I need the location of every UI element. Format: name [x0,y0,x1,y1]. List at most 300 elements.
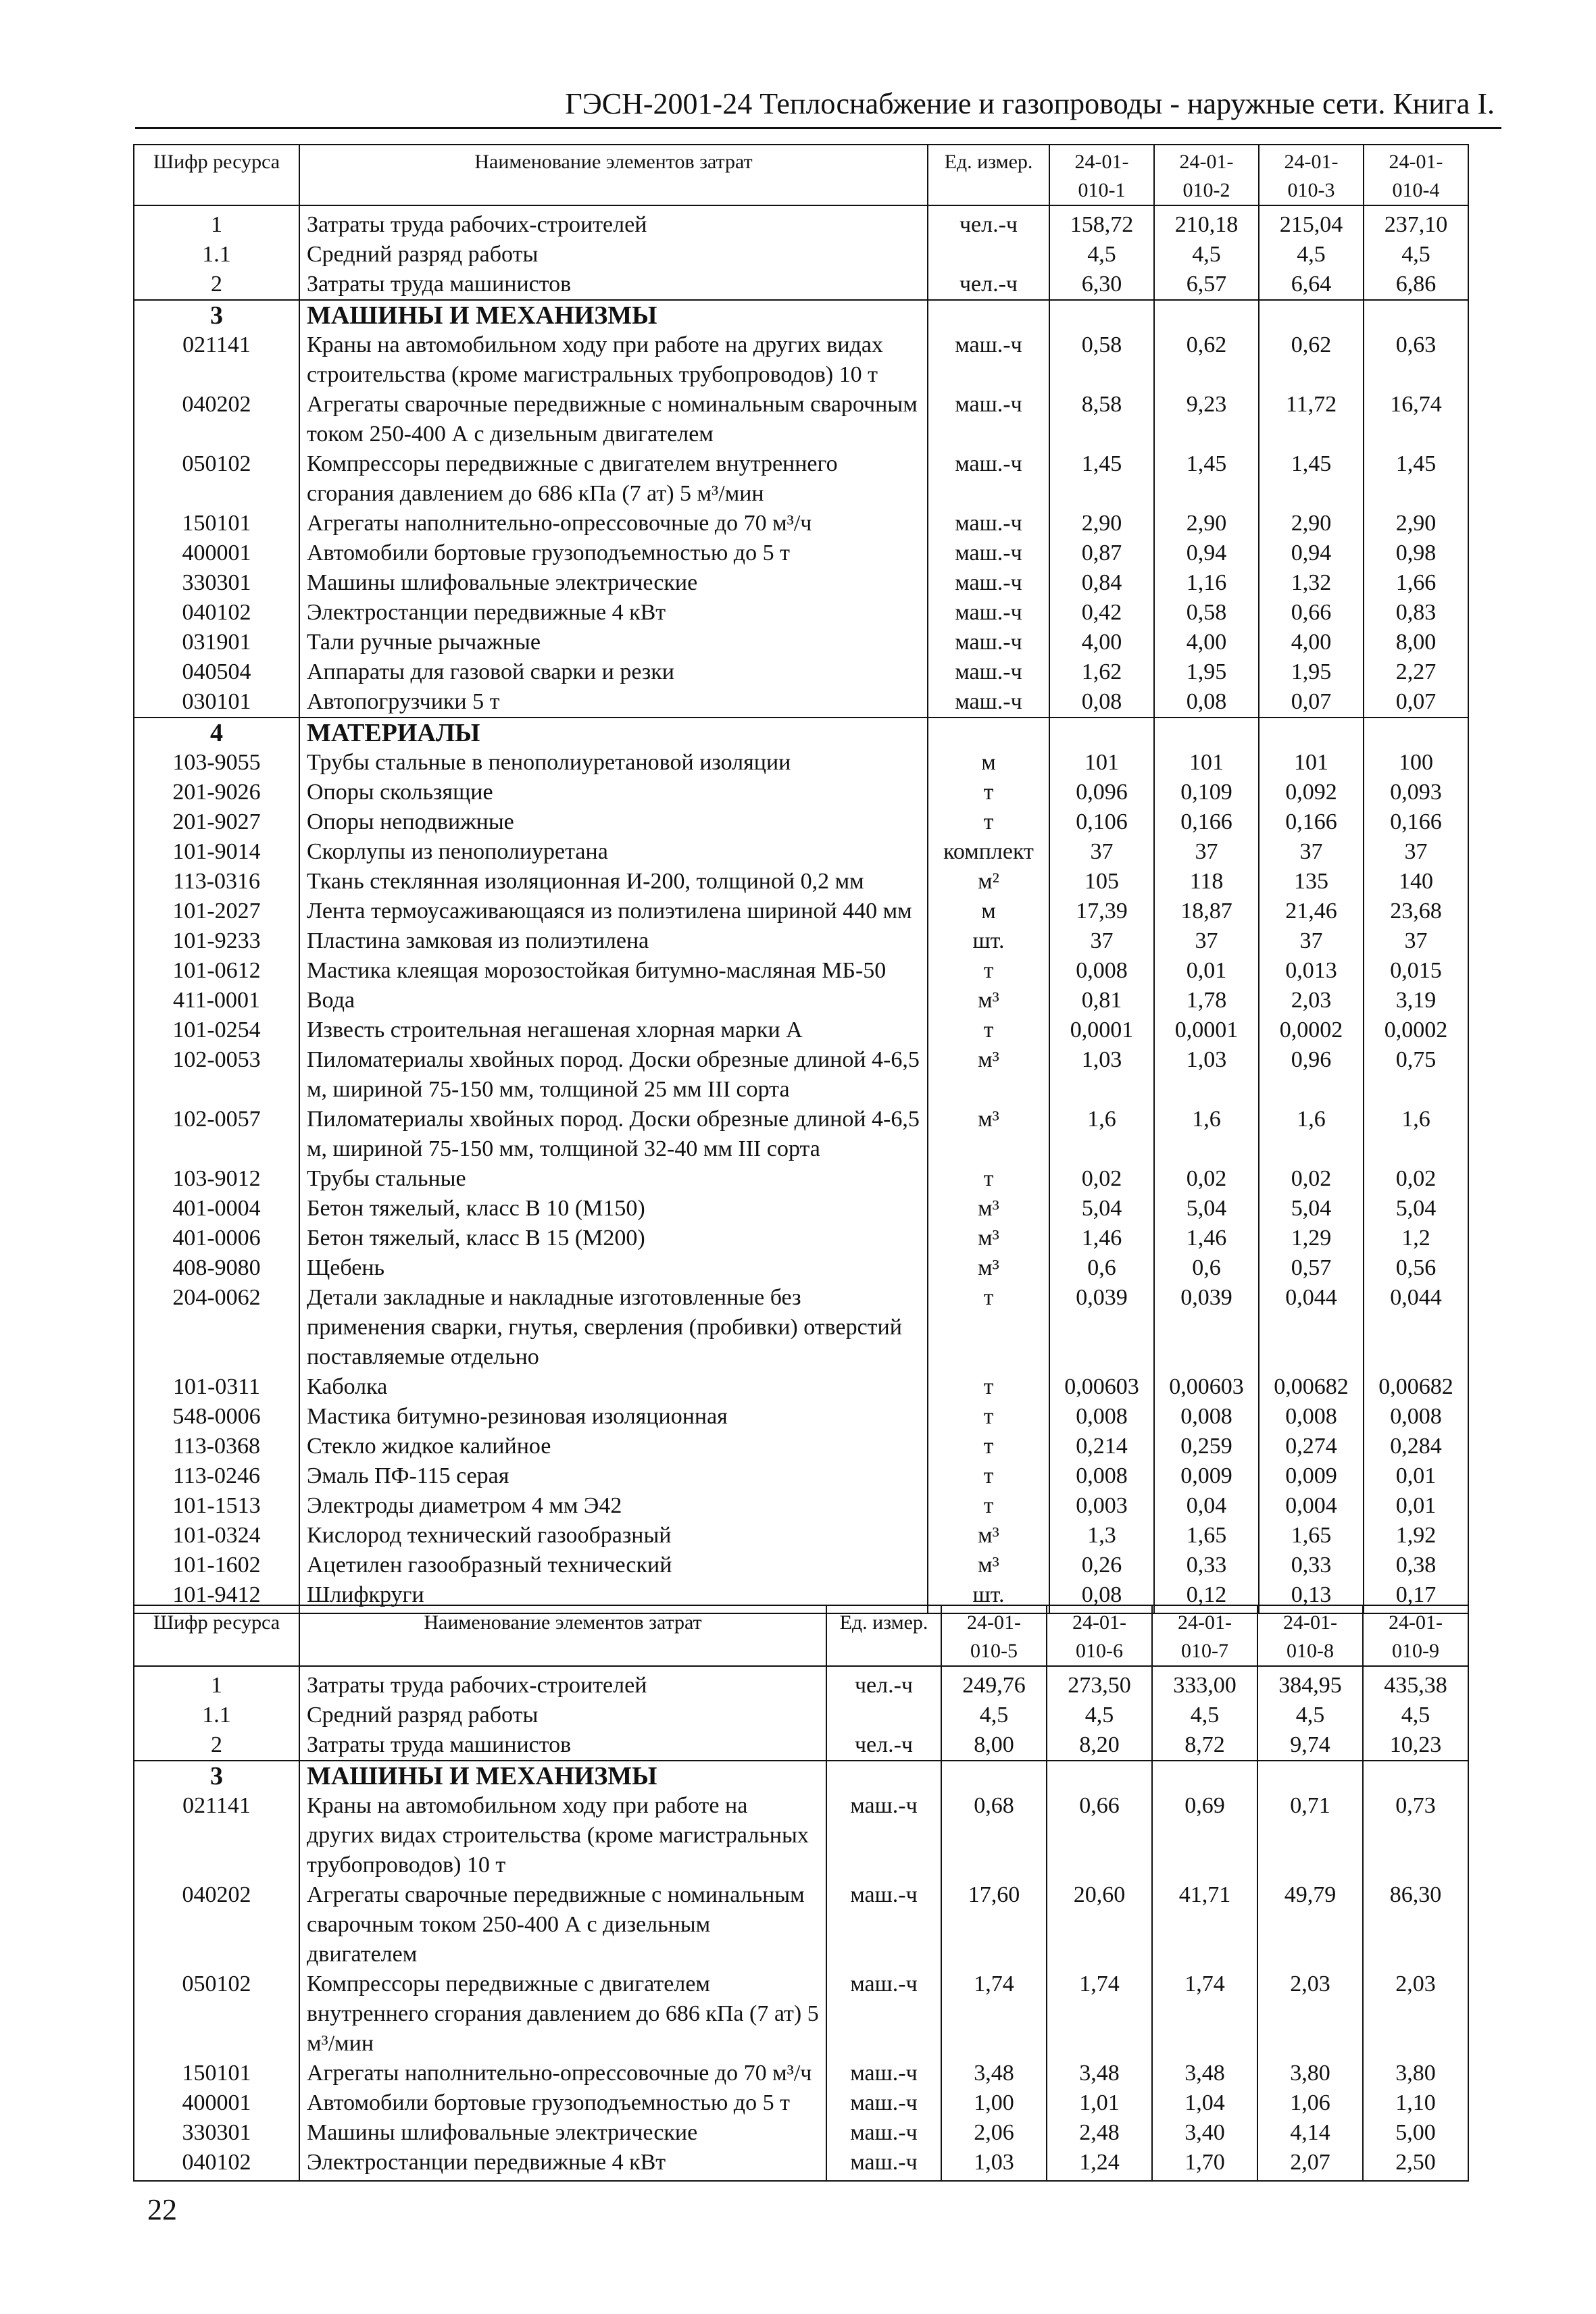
resource-value: 0,83 [1364,598,1468,628]
resource-name: Агрегаты сварочные передвижные с номинальным сварочным током 250-400 А с дизельным двигателем [299,390,928,449]
resource-value: 0,166 [1259,807,1364,837]
header-col-7: 24-01- 010-7 [1152,1605,1257,1666]
resource-value: 1,00 [941,2088,1047,2118]
resource-value: 0,02 [1364,1164,1468,1194]
resource-name: Электростанции передвижные 4 кВт [299,2148,826,2181]
header-col-6: 24-01- 010-6 [1047,1605,1152,1666]
resource-value: 2,03 [1259,986,1364,1015]
resource-value [941,1761,1047,1791]
resource-name: Компрессоры передвижные с двигателем внутреннего сгорания давлением до 686 кПа (7 ат) 5 м³/мин [299,449,928,509]
table-row [134,986,1468,1015]
resource-value: 3,48 [1047,2059,1152,2088]
resource-name: Затраты труда машинистов [299,1730,826,1761]
resource-value [1259,718,1364,748]
resource-table-1 [133,144,1469,1614]
resource-code: 102-0057 [134,1105,299,1164]
resource-value: 3,48 [941,2059,1047,2088]
table-row [134,1224,1468,1253]
resource-value: 4,14 [1257,2118,1363,2148]
resource-value: 0,13 [1259,1580,1364,1613]
resource-name: Автопогрузчики 5 т [299,687,928,718]
resource-value: 9,74 [1257,1730,1363,1761]
resource-value: 1,45 [1364,449,1468,509]
table-row [134,1551,1468,1580]
header-name: Наименование элементов затрат [299,145,928,205]
header-col-8: 24-01- 010-8 [1257,1605,1363,1666]
resource-unit: т [928,807,1049,837]
table-row [134,1461,1468,1491]
resource-value: 5,04 [1049,1194,1154,1224]
resource-value: 0,0001 [1049,1015,1154,1045]
header-code: Шифр ресурса [134,1605,299,1666]
resource-value: 2,50 [1363,2148,1468,2181]
table-row [134,837,1468,867]
resource-value: 37 [1259,837,1364,867]
resource-value: 4,00 [1154,628,1259,657]
resource-value: 0,284 [1364,1432,1468,1461]
resource-value: 4,5 [1047,1701,1152,1730]
resource-value: 0,044 [1364,1283,1468,1372]
resource-value: 0,75 [1364,1045,1468,1105]
resource-value: 0,02 [1154,1164,1259,1194]
header-col-5: 24-01- 010-5 [941,1605,1047,1666]
resource-name: Стекло жидкое калийное [299,1432,928,1461]
header-col-3: 24-01- 010-3 [1259,145,1364,205]
resource-value: 16,74 [1364,390,1468,449]
resource-name: Скорлупы из пенополиуретана [299,837,928,867]
resource-value: 135 [1259,867,1364,897]
resource-code: 330301 [134,2118,299,2148]
resource-value: 1,32 [1259,568,1364,598]
table-row [134,1666,1468,1701]
resource-code: 040102 [134,2148,299,2181]
resource-code: 101-9233 [134,926,299,956]
resource-name: Ткань стеклянная изоляционная И-200, толщиной 0,2 мм [299,867,928,897]
resource-value: 3,80 [1257,2059,1363,2088]
table-row [134,1164,1468,1194]
resource-value: 1,6 [1154,1105,1259,1164]
resource-code: 1 [134,205,299,240]
table-row [134,449,1468,509]
resource-value: 6,86 [1364,270,1468,300]
resource-value: 0,17 [1364,1580,1468,1613]
resource-value [1154,300,1259,330]
resource-value: 1,62 [1049,657,1154,687]
table-row [134,1969,1468,2059]
resource-value: 6,30 [1049,270,1154,300]
resource-name: МАШИНЫ И МЕХАНИЗМЫ [299,300,928,330]
resource-unit: чел.-ч [826,1666,941,1701]
resource-value: 2,07 [1257,2148,1363,2181]
resource-name: Трубы стальные [299,1164,928,1194]
resource-unit: шт. [928,926,1049,956]
resource-value: 1,6 [1049,1105,1154,1164]
resource-name: Затраты труда машинистов [299,270,928,300]
resource-value: 0,08 [1049,1580,1154,1613]
resource-value: 101 [1154,748,1259,778]
resource-value: 2,90 [1364,509,1468,538]
resource-value: 0,166 [1364,807,1468,837]
table-row [134,687,1468,718]
resource-value: 0,33 [1154,1551,1259,1580]
resource-value: 0,04 [1154,1491,1259,1521]
resource-code: 113-0316 [134,867,299,897]
resource-value: 0,42 [1049,598,1154,628]
resource-value: 1,3 [1049,1521,1154,1551]
resource-name: Электроды диаметром 4 мм Э42 [299,1491,928,1521]
resource-value: 5,04 [1154,1194,1259,1224]
table-2-body [134,1666,1468,2181]
resource-value: 101 [1049,748,1154,778]
resource-code: 2 [134,270,299,300]
resource-code: 021141 [134,330,299,390]
resource-value: 0,66 [1047,1791,1152,1880]
resource-code: 040102 [134,598,299,628]
resource-value: 0,106 [1049,807,1154,837]
table-row [134,956,1468,986]
resource-name: Пиломатериалы хвойных пород. Доски обрезные длиной 4-6,5 м, шириной 75-150 мм, толщиной 25 мм III сорта [299,1045,928,1105]
table-row [134,897,1468,926]
resource-value: 0,08 [1049,687,1154,718]
resource-value: 0,008 [1259,1402,1364,1432]
resource-name: Бетон тяжелый, класс В 10 (М150) [299,1194,928,1224]
resource-code: 201-9027 [134,807,299,837]
resource-value: 4,5 [1363,1701,1468,1730]
resource-value: 215,04 [1259,205,1364,240]
resource-value: 37 [1154,926,1259,956]
resource-unit: чел.-ч [826,1730,941,1761]
resource-value: 1,45 [1259,449,1364,509]
resource-unit: м³ [928,1045,1049,1105]
resource-value [1047,1761,1152,1791]
resource-value: 0,66 [1259,598,1364,628]
resource-value: 6,57 [1154,270,1259,300]
resource-name: Вода [299,986,928,1015]
resource-code: 411-0001 [134,986,299,1015]
table-row [134,205,1468,240]
resource-unit: маш.-ч [928,330,1049,390]
resource-value: 9,23 [1154,390,1259,449]
resource-value: 0,07 [1259,687,1364,718]
table-row [134,867,1468,897]
resource-value: 0,58 [1154,598,1259,628]
resource-value: 0,96 [1259,1045,1364,1105]
resource-unit: м³ [928,1194,1049,1224]
resource-value: 0,56 [1364,1253,1468,1283]
page-number: 22 [147,2193,177,2226]
resource-value: 2,90 [1259,509,1364,538]
resource-name: Затраты труда рабочих-строителей [299,1666,826,1701]
resource-unit: т [928,1491,1049,1521]
resource-value: 0,02 [1049,1164,1154,1194]
resource-unit: маш.-ч [826,2118,941,2148]
resource-name: Средний разряд работы [299,240,928,270]
resource-value: 3,48 [1152,2059,1257,2088]
resource-name: МАШИНЫ И МЕХАНИЗМЫ [299,1761,826,1791]
resource-value: 1,74 [1047,1969,1152,2059]
resource-code: 548-0006 [134,1402,299,1432]
resource-value: 333,00 [1152,1666,1257,1701]
resource-name: МАТЕРИАЛЫ [299,718,928,748]
header-unit: Ед. измер. [928,145,1049,205]
resource-unit: маш.-ч [826,2148,941,2181]
resource-value: 1,6 [1364,1105,1468,1164]
resource-value: 8,00 [941,1730,1047,1761]
resource-value: 21,46 [1259,897,1364,926]
table-row [134,538,1468,568]
resource-value: 1,01 [1047,2088,1152,2118]
table-row [134,1283,1468,1372]
resource-unit: маш.-ч [826,1791,941,1880]
resource-name: Машины шлифовальные электрические [299,568,928,598]
resource-unit: чел.-ч [928,205,1049,240]
resource-value: 0,093 [1364,778,1468,807]
resource-unit: т [928,1432,1049,1461]
resource-value [1049,718,1154,748]
resource-name: Краны на автомобильном ходу при работе на других видах строительства (кроме магистральных трубопроводов) 10 т [299,1791,826,1880]
resource-code: 102-0053 [134,1045,299,1105]
resource-value: 2,27 [1364,657,1468,687]
resource-value: 0,109 [1154,778,1259,807]
resource-name: Лента термоусаживающаяся из полиэтилена шириной 440 мм [299,897,928,926]
resource-code: 040202 [134,390,299,449]
resource-value: 37 [1259,926,1364,956]
resource-unit: шт. [928,1580,1049,1613]
resource-code: 101-0311 [134,1372,299,1402]
resource-code: 1 [134,1666,299,1701]
resource-value: 0,0001 [1154,1015,1259,1045]
resource-value: 0,0002 [1259,1015,1364,1045]
resource-code: 101-0254 [134,1015,299,1045]
resource-value: 37 [1364,926,1468,956]
resource-name: Ацетилен газообразный технический [299,1551,928,1580]
resource-code: 103-9012 [134,1164,299,1194]
resource-unit: маш.-ч [928,538,1049,568]
resource-value: 2,48 [1047,2118,1152,2148]
resource-value: 17,39 [1049,897,1154,926]
resource-value: 2,90 [1049,509,1154,538]
resource-value: 105 [1049,867,1154,897]
resource-code: 408-9080 [134,1253,299,1283]
table-row [134,2148,1468,2181]
resource-name: Бетон тяжелый, класс В 15 (М200) [299,1224,928,1253]
resource-unit: маш.-ч [928,449,1049,509]
table-row [134,1045,1468,1105]
table-row [134,568,1468,598]
resource-value: 1,03 [1154,1045,1259,1105]
resource-unit: м [928,897,1049,926]
resource-value: 210,18 [1154,205,1259,240]
resource-value: 10,23 [1363,1730,1468,1761]
section-row [134,300,1468,330]
resource-value: 0,71 [1257,1791,1363,1880]
resource-unit: т [928,1164,1049,1194]
resource-value: 2,06 [941,2118,1047,2148]
resource-value: 1,04 [1152,2088,1257,2118]
resource-value: 8,58 [1049,390,1154,449]
resource-value: 0,58 [1049,330,1154,390]
resource-value: 0,62 [1154,330,1259,390]
resource-value: 1,6 [1259,1105,1364,1164]
header-col-1: 24-01- 010-1 [1049,145,1154,205]
resource-unit: маш.-ч [826,2088,941,2118]
resource-name: Машины шлифовальные электрические [299,2118,826,2148]
table-row [134,2088,1468,2118]
resource-unit: т [928,1402,1049,1432]
resource-code: 330301 [134,568,299,598]
resource-value: 1,78 [1154,986,1259,1015]
table-row [134,1701,1468,1730]
resource-value: 0,6 [1049,1253,1154,1283]
resource-value: 0,008 [1154,1402,1259,1432]
resource-value: 1,24 [1047,2148,1152,2181]
resource-code: 401-0004 [134,1194,299,1224]
resource-value: 1,74 [1152,1969,1257,2059]
table-row [134,509,1468,538]
resource-unit: маш.-ч [826,2059,941,2088]
resource-value [1364,718,1468,748]
resource-value: 158,72 [1049,205,1154,240]
table-row [134,778,1468,807]
resource-value: 0,38 [1364,1551,1468,1580]
resource-value: 1,46 [1049,1224,1154,1253]
resource-value: 0,33 [1259,1551,1364,1580]
resource-value: 0,63 [1364,330,1468,390]
resource-value: 0,008 [1049,1402,1154,1432]
resource-unit: маш.-ч [928,509,1049,538]
resource-value: 37 [1154,837,1259,867]
running-header: ГЭСН-2001-24 Теплоснабжение и газопроводы - наружные сети. Книга I. [565,87,1495,120]
resource-code: 101-1602 [134,1551,299,1580]
resource-value: 1,95 [1259,657,1364,687]
table-row [134,1432,1468,1461]
resource-value: 4,5 [1152,1701,1257,1730]
resource-value: 0,0002 [1364,1015,1468,1045]
resource-value: 0,00682 [1364,1372,1468,1402]
resource-value: 0,73 [1363,1791,1468,1880]
resource-name: Агрегаты наполнительно-опрессовочные до 70 м³/ч [299,2059,826,2088]
resource-unit: т [928,1372,1049,1402]
table-row [134,1521,1468,1551]
resource-value: 384,95 [1257,1666,1363,1701]
resource-unit: комплект [928,837,1049,867]
resource-unit: м³ [928,1105,1049,1164]
resource-value: 0,004 [1259,1491,1364,1521]
resource-name: Мастика клеящая морозостойкая битумно-масляная МБ-50 [299,956,928,986]
resource-name: Автомобили бортовые грузоподъемностью до 5 т [299,2088,826,2118]
resource-unit: чел.-ч [928,270,1049,300]
header-name: Наименование элементов затрат [299,1605,826,1666]
resource-unit: т [928,1283,1049,1372]
resource-value: 0,013 [1259,956,1364,986]
resource-value: 0,08 [1154,687,1259,718]
resource-value [1364,300,1468,330]
resource-code: 2 [134,1730,299,1761]
resource-code: 1.1 [134,240,299,270]
resource-code: 401-0006 [134,1224,299,1253]
resource-code: 040202 [134,1880,299,1969]
resource-value: 1,45 [1049,449,1154,509]
resource-code: 1.1 [134,1701,299,1730]
table-row [134,807,1468,837]
resource-value: 1,66 [1364,568,1468,598]
resource-value: 0,00603 [1049,1372,1154,1402]
resource-value: 3,19 [1364,986,1468,1015]
resource-unit: маш.-ч [826,1969,941,2059]
resource-code: 050102 [134,449,299,509]
table-row [134,628,1468,657]
resource-value: 0,87 [1049,538,1154,568]
resource-value: 0,00603 [1154,1372,1259,1402]
resource-name: Шлифкруги [299,1580,928,1613]
resource-value: 0,009 [1259,1461,1364,1491]
resource-name: Затраты труда рабочих-строителей [299,205,928,240]
resource-name: Пластина замковая из полиэтилена [299,926,928,956]
resource-unit: т [928,778,1049,807]
resource-unit: м³ [928,1521,1049,1551]
resource-value: 8,20 [1047,1730,1152,1761]
resource-value: 4,5 [941,1701,1047,1730]
resource-unit: маш.-ч [826,1880,941,1969]
resource-code: 040504 [134,657,299,687]
resource-unit: маш.-ч [928,687,1049,718]
resource-code: 101-9014 [134,837,299,867]
resource-name: Известь строительная негашеная хлорная марки А [299,1015,928,1045]
resource-unit: м³ [928,1551,1049,1580]
resource-value [1154,718,1259,748]
resource-name: Детали закладные и накладные изготовленные без применения сварки, гнутья, сверления (пробивки) отверстий поставляемые отдельно [299,1283,928,1372]
table-row [134,1791,1468,1880]
header-rule [135,127,1501,129]
resource-value: 5,04 [1259,1194,1364,1224]
resource-value: 118 [1154,867,1259,897]
resource-name: Краны на автомобильном ходу при работе на других видах строительства (кроме магистральных трубопроводов) 10 т [299,330,928,390]
resource-value: 11,72 [1259,390,1364,449]
resource-unit: м² [928,867,1049,897]
resource-value: 1,65 [1259,1521,1364,1551]
resource-unit: маш.-ч [928,657,1049,687]
resource-name: Автомобили бортовые грузоподъемностью до 5 т [299,538,928,568]
resource-code: 3 [134,1761,299,1791]
resource-value: 1,92 [1364,1521,1468,1551]
table-header-row [134,1605,1468,1666]
resource-name: Эмаль ПФ-115 серая [299,1461,928,1491]
table-row [134,2118,1468,2148]
resource-value: 0,01 [1364,1461,1468,1491]
resource-value: 0,009 [1154,1461,1259,1491]
resource-value: 49,79 [1257,1880,1363,1969]
resource-value: 1,70 [1152,2148,1257,2181]
resource-value: 1,45 [1154,449,1259,509]
resource-value: 0,274 [1259,1432,1364,1461]
resource-value [1363,1761,1468,1791]
resource-value: 0,044 [1259,1283,1364,1372]
resource-value: 37 [1049,837,1154,867]
resource-value: 1,03 [941,2148,1047,2181]
resource-code: 113-0246 [134,1461,299,1491]
resource-value: 1,2 [1364,1224,1468,1253]
table-row [134,598,1468,628]
resource-code: 3 [134,300,299,330]
resource-value [1049,300,1154,330]
resource-code: 050102 [134,1969,299,2059]
resource-unit: т [928,1461,1049,1491]
resource-value: 1,10 [1363,2088,1468,2118]
resource-name: Электростанции передвижные 4 кВт [299,598,928,628]
resource-value: 0,94 [1259,538,1364,568]
resource-unit: маш.-ч [928,628,1049,657]
resource-unit: маш.-ч [928,390,1049,449]
